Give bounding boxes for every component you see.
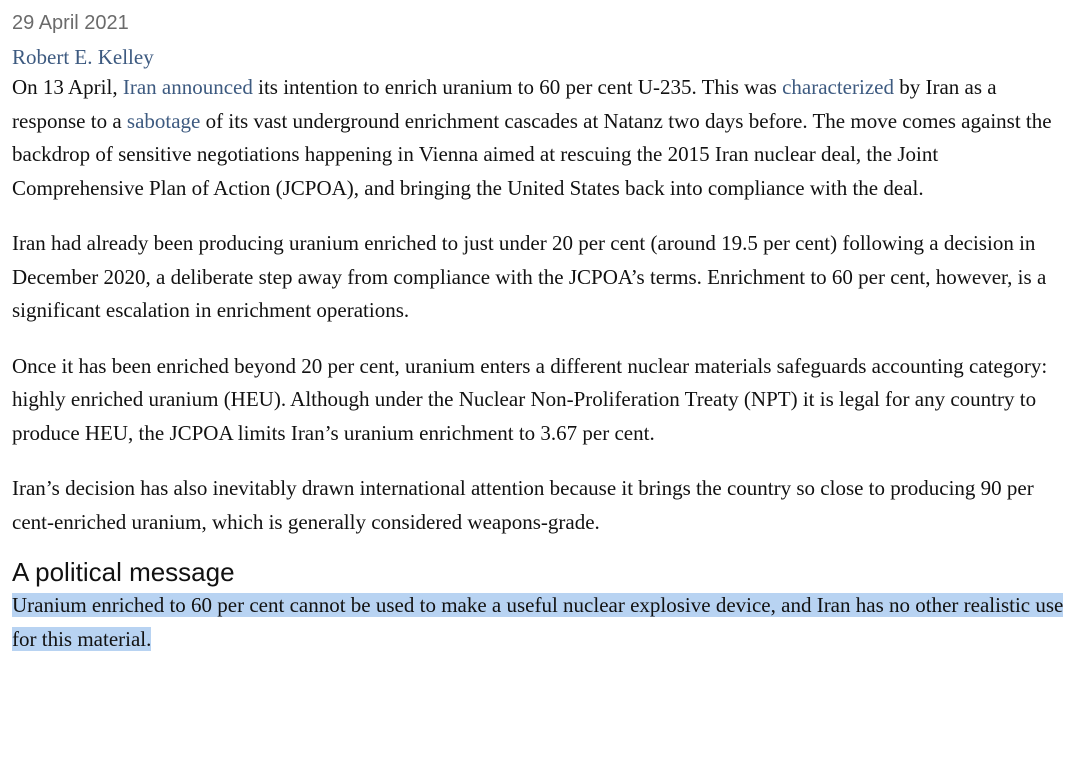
- paragraph-1-text-c: by Iran as a response to a: [12, 75, 997, 133]
- author-link[interactable]: Robert E. Kelley: [12, 45, 154, 69]
- characterized-link[interactable]: characterized: [782, 75, 894, 99]
- article: [12, 10, 1074, 656]
- paragraph-1-text-d: of its vast underground enrichment cascades at Natanz two days before. The move comes against the backdrop of sensitive negotiations happening in Vienna aimed at rescuing the 2015 Iran nuclear deal, the Joint Comprehensive Plan of Action (JCPOA), and bringing the United States back into compliance with the deal.: [12, 108, 1052, 200]
- paragraph-1-text-a: On 13 April,: [12, 75, 123, 99]
- paragraph-4: Iran’s decision has also inevitably drawn international attention because it brings the country so close to producing 90 per cent-enriched uranium, which is generally considered weapons-grade.: [12, 476, 1034, 534]
- section-heading: A political message: [12, 557, 235, 587]
- paragraph-3: Once it has been enriched beyond 20 per cent, uranium enters a different nuclear materials safeguards accounting category: highly enriched uranium (HEU). Although under the Nuclear Non-Proliferation Treaty (NPT) it is legal for any country to produce HEU, the JCPOA limits Iran’s uranium enrichment to 3.67 per cent.: [12, 353, 1048, 445]
- paragraph-1-text-b: its intention to enrich uranium to 60 per cent U-235. This was: [252, 75, 783, 99]
- paragraph-1: [12, 71, 1074, 205]
- paragraph-5: [12, 589, 1074, 656]
- paragraph-2: Iran had already been producing uranium enriched to just under 20 per cent (around 19.5 per cent) following a decision in December 2020, a deliberate step away from compliance with the JCPOA’s terms. Enrichment to 60 per cent, however, is a significant escalation in enrichment operations.: [12, 231, 1047, 322]
- selected-text: Uranium enriched to 60 per cent cannot be used to make a useful nuclear explosive device, and Iran has no other realistic use for this material.: [12, 593, 1064, 651]
- publish-date: 29 April 2021: [12, 12, 129, 34]
- iran-announced-link[interactable]: Iran announced: [122, 75, 253, 99]
- sabotage-link[interactable]: sabotage: [126, 108, 201, 133]
